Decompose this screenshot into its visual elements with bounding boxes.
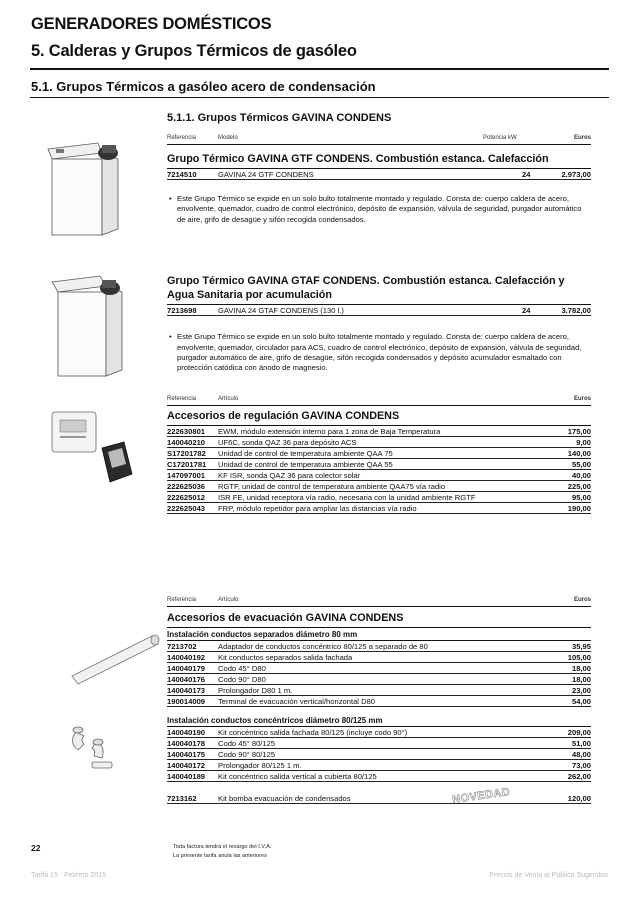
separate-ducts-table bbox=[167, 641, 591, 707]
table-row bbox=[167, 437, 591, 448]
row-description: UF6C, sonda QAZ 36 para depósito ACS bbox=[218, 438, 357, 447]
table-row bbox=[167, 641, 591, 652]
row-description: Codo 45° D80 bbox=[218, 664, 266, 673]
row-reference: 140040179 bbox=[167, 664, 206, 673]
col-article-label: Artículo bbox=[218, 396, 239, 402]
row-price: 105,00 bbox=[567, 653, 591, 662]
row-price: 23,00 bbox=[571, 686, 591, 695]
row-price: 18,00 bbox=[571, 664, 591, 673]
row-price: 3.782,00 bbox=[561, 306, 591, 316]
table-row bbox=[167, 793, 591, 804]
row-price: 120,00 bbox=[567, 794, 591, 803]
table-row bbox=[167, 696, 591, 707]
row-description: ISR FE, unidad receptora vía radio, necesaria con la unidad ambiente RGTF bbox=[218, 493, 476, 502]
subsection-title: 5.1.1. Grupos Térmicos GAVINA CONDENS bbox=[167, 112, 392, 124]
row-description: Kit conductos separados salida fachada bbox=[218, 653, 353, 662]
boiler-gtf-image bbox=[38, 131, 128, 237]
row-price: 95,00 bbox=[571, 493, 591, 502]
row-description: Unidad de control de temperatura ambiente QAA 75 bbox=[218, 449, 393, 458]
row-price: 73,00 bbox=[571, 761, 591, 770]
regulation-table bbox=[167, 426, 591, 514]
table-row bbox=[167, 470, 591, 481]
product-gtf-table bbox=[167, 169, 591, 180]
table-row bbox=[167, 727, 591, 738]
table-row bbox=[167, 169, 591, 180]
page-number: 22 bbox=[31, 843, 41, 853]
table-row bbox=[167, 492, 591, 503]
regulation-title: Accesorios de regulación GAVINA CONDENS bbox=[167, 409, 591, 426]
table-row bbox=[167, 738, 591, 749]
table-row bbox=[167, 652, 591, 663]
row-reference: 140040189 bbox=[167, 772, 206, 781]
table-row bbox=[167, 771, 591, 782]
row-reference: 7213698 bbox=[167, 306, 197, 316]
row-description: Prolongador D80 1 m. bbox=[218, 686, 293, 695]
col-model-label: Modelo bbox=[218, 135, 238, 141]
product-gtf-description bbox=[167, 194, 591, 225]
evacuation-accessories-block bbox=[167, 595, 591, 807]
row-price: 40,00 bbox=[571, 471, 591, 480]
row-price: 225,00 bbox=[567, 482, 591, 491]
row-reference: 140040172 bbox=[167, 761, 206, 770]
product-gtaf-title: Grupo Térmico GAVINA GTAF CONDENS. Combustión estanca. Calefacción y Agua Sanitaria por acumulación bbox=[167, 274, 591, 305]
row-reference: 140040176 bbox=[167, 675, 206, 684]
flue-elbow-image bbox=[62, 712, 122, 782]
bullet-dot: • bbox=[169, 332, 172, 342]
col-euros-label: Euros bbox=[573, 396, 591, 402]
col-power-label: Potencia kW bbox=[483, 135, 517, 141]
table-row bbox=[167, 749, 591, 760]
row-description: Codo 90° D80 bbox=[218, 675, 266, 684]
row-power: 24 bbox=[522, 170, 531, 179]
row-price: 2.973,00 bbox=[561, 170, 591, 179]
row-price: 48,00 bbox=[571, 750, 591, 759]
concentric-ducts-subtitle: Instalación conductos concéntricos diámetro 80/125 mm bbox=[167, 714, 591, 727]
concentric-ducts-table bbox=[167, 727, 591, 782]
footer-note-tariff: La presente tarifa anula las anteriores bbox=[173, 853, 267, 859]
product-gtaf-table bbox=[167, 305, 591, 316]
row-reference: 222630801 bbox=[167, 427, 206, 436]
row-reference: 140040192 bbox=[167, 653, 206, 662]
flue-pipe-image bbox=[66, 626, 166, 686]
row-reference: 222625012 bbox=[167, 493, 206, 502]
row-description: Terminal de evacuación vertical/horizontal D80 bbox=[218, 697, 376, 706]
product-gtaf-description bbox=[167, 332, 591, 374]
bullet-text: Este Grupo Térmico se expide en un solo bulto totalmente montado y regulado. Consta de: cuerpo caldera de acero, envolvente, quemador, cuadro de control electrónico, depósito de expansión, válvula de seguridad, purgador automático de aire, grifo de desagüe y sifón recogida condensados. bbox=[177, 194, 582, 224]
row-price: 51,00 bbox=[571, 739, 591, 748]
col-euros-label: Euros bbox=[573, 597, 591, 603]
table-row bbox=[167, 459, 591, 470]
row-description: GAVINA 24 GTF CONDENS bbox=[218, 170, 314, 179]
section-title: 5.1. Grupos Térmicos a gasóleo acero de condensación bbox=[31, 79, 376, 94]
table-row bbox=[167, 760, 591, 771]
separate-ducts-subtitle: Instalación conductos separados diámetro 80 mm bbox=[167, 628, 591, 641]
gavina-condens-block bbox=[167, 111, 591, 374]
row-description: GAVINA 24 GTAF CONDENS (130 l.) bbox=[218, 306, 344, 316]
condensate-pump-table bbox=[167, 793, 591, 804]
table-row bbox=[167, 663, 591, 674]
row-reference: 222625036 bbox=[167, 482, 206, 491]
evacuation-title: Accesorios de evacuación GAVINA CONDENS bbox=[167, 611, 591, 628]
row-description: Adaptador de conductos concéntrico 80/125 a separado de 80 bbox=[218, 642, 428, 651]
col-ref-label: Referencia bbox=[167, 597, 197, 603]
row-reference: 222625043 bbox=[167, 504, 206, 513]
regulation-accessories-block bbox=[167, 394, 591, 514]
row-reference: C17201781 bbox=[167, 460, 207, 469]
row-price: 190,00 bbox=[567, 504, 591, 513]
row-reference: 7214510 bbox=[167, 170, 197, 179]
row-reference: 140040175 bbox=[167, 750, 206, 759]
row-description: Kit concéntrico salida vertical a cubierta 80/125 bbox=[218, 772, 377, 781]
row-power: 24 bbox=[522, 306, 531, 316]
row-price: 9,00 bbox=[576, 438, 591, 447]
table-row bbox=[167, 426, 591, 437]
row-description: Kit bomba evacuación de condensados bbox=[218, 794, 351, 803]
column-header bbox=[167, 595, 591, 607]
column-header bbox=[167, 394, 591, 406]
row-reference: 190014009 bbox=[167, 697, 206, 706]
table-row bbox=[167, 503, 591, 514]
col-ref-label: Referencia bbox=[167, 135, 197, 141]
row-reference: 140040190 bbox=[167, 728, 206, 737]
row-reference: 140040178 bbox=[167, 739, 206, 748]
table-row bbox=[167, 448, 591, 459]
row-price: 55,00 bbox=[571, 460, 591, 469]
row-description: Kit concéntrico salida fachada 80/125 (incluye codo 90°) bbox=[218, 728, 408, 737]
footer-note bbox=[173, 843, 271, 861]
novedad-badge: NOVEDAD bbox=[451, 785, 512, 807]
row-reference: S17201782 bbox=[167, 449, 206, 458]
footer-tariff-date: Tarifa 15 - Febrero 2015 bbox=[31, 872, 107, 879]
row-reference: 140040173 bbox=[167, 686, 206, 695]
row-price: 209,00 bbox=[567, 728, 591, 737]
header-rule bbox=[30, 68, 609, 70]
col-article-label: Artículo bbox=[218, 597, 239, 603]
table-row bbox=[167, 685, 591, 696]
row-description: FRP, módulo repetidor para ampliar las distancias vía radio bbox=[218, 504, 417, 513]
table-row bbox=[167, 674, 591, 685]
bullet-dot: • bbox=[169, 194, 172, 203]
row-reference: 147097001 bbox=[167, 471, 206, 480]
row-description: Unidad de control de temperatura ambiente QAA 55 bbox=[218, 460, 393, 469]
row-description: EWM, módulo extensión interno para 1 zona de Baja Temperatura bbox=[218, 427, 441, 436]
row-description: Codo 45° 80/125 bbox=[218, 739, 276, 748]
row-reference: 7213162 bbox=[167, 794, 197, 803]
section-rule bbox=[30, 97, 609, 98]
row-description: RGTF, unidad de control de temperatura ambiente QAA75 vía radio bbox=[218, 482, 446, 491]
boiler-gtaf-image bbox=[44, 268, 134, 380]
footer-price-note: Precios de Venta al Público Sugeridos bbox=[489, 872, 608, 879]
row-price: 140,00 bbox=[567, 449, 591, 458]
table-row bbox=[167, 305, 591, 316]
footer-note-vat: Toda factura tendrá el recargo del I.V.A. bbox=[173, 844, 272, 850]
column-header bbox=[167, 133, 591, 145]
bullet-text: Este Grupo Térmico se expide en un solo bulto totalmente montado y regulado. Consta de: cuerpo caldera de acero, envolvente, quemador, circulador para ACS, cuadro de control electrónico, depósito de expansión, válvula de seguridad, purgador automático de aire, grifo de desagüe, sifón recogida condensados y depósito acumulador esmaltado con protección catódica con ánodo de magnesio. bbox=[177, 332, 582, 373]
product-gtf-title: Grupo Térmico GAVINA GTF CONDENS. Combustión estanca. Calefacción bbox=[167, 152, 591, 169]
row-price: 35,95 bbox=[571, 642, 591, 651]
thermostat-image bbox=[48, 408, 148, 488]
row-price: 262,00 bbox=[567, 772, 591, 781]
col-euros-label: Euros bbox=[573, 135, 591, 141]
row-price: 18,00 bbox=[571, 675, 591, 684]
row-description: Codo 90° 80/125 bbox=[218, 750, 276, 759]
page-title: GENERADORES DOMÉSTICOS bbox=[31, 15, 272, 33]
row-reference: 7213702 bbox=[167, 642, 197, 651]
row-description: KF ISR, sonda QAZ 36 para colector solar bbox=[218, 471, 361, 480]
row-price: 54,00 bbox=[571, 697, 591, 706]
table-row bbox=[167, 481, 591, 492]
row-reference: 140040210 bbox=[167, 438, 206, 447]
row-price: 175,00 bbox=[567, 427, 591, 436]
row-description: Prolongador 80/125 1 m. bbox=[218, 761, 302, 770]
col-ref-label: Referencia bbox=[167, 396, 197, 402]
page-subtitle: 5. Calderas y Grupos Térmicos de gasóleo bbox=[31, 42, 357, 60]
